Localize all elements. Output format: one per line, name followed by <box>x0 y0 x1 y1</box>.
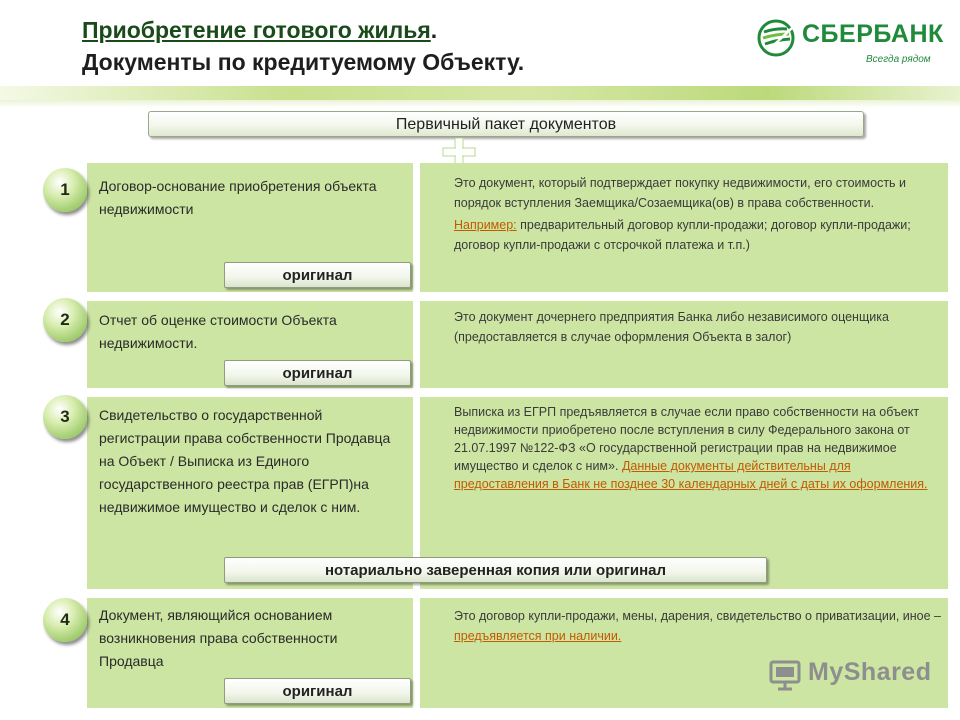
row-1-example-label: Например: <box>454 218 517 232</box>
row-1-requirement-label: оригинал <box>224 262 411 288</box>
row-4-description-note: предъявляется при наличии. <box>454 629 622 643</box>
presentation-icon <box>768 658 802 692</box>
row-1-description <box>428 173 942 255</box>
row-3-description-validity: Данные документы действительны для предоставления в Банк не позднее 30 календарных дней с даты их оформления. <box>454 459 928 491</box>
row-1-description-panel <box>420 163 948 292</box>
row-4-description-main: Это договор купли-продажи, мены, дарения, свидетельство о приватизации, иное – <box>454 609 941 623</box>
document-packet-header: Первичный пакет документов <box>148 111 864 137</box>
row-4-requirement-label: оригинал <box>224 678 411 704</box>
page-title <box>82 14 524 78</box>
row-2-document-name: Отчет об оценке стоимости Объекта недвижимости. <box>99 312 337 351</box>
row-3-requirement-label: нотариально заверенная копия или оригинал <box>224 557 767 583</box>
title-line-2: Документы по кредитуемому Объекту. <box>82 49 525 75</box>
row-2-description <box>428 307 942 347</box>
row-4-description-text <box>428 606 942 646</box>
sberbank-logo <box>756 18 948 70</box>
watermark-text: MyShared <box>808 658 932 686</box>
row-2-requirement-label: оригинал <box>224 360 411 386</box>
row-3-number-badge: 3 <box>43 395 87 439</box>
row-3-document-name: Свидетельство о государственной регистрации права собственности Продавца на Объект / Выписка из Единого государственного реестра прав (ЕГРП)на недвижимое имущество и сделок с ним. <box>99 407 391 515</box>
myshared-watermark <box>768 656 932 696</box>
row-1-example <box>428 215 942 255</box>
sberbank-logo-icon <box>756 18 796 58</box>
title-link: Приобретение готового жилья <box>82 17 431 43</box>
plus-connector-icon <box>441 138 477 166</box>
logo-name: СБЕРБАНК <box>802 20 944 48</box>
row-2-number-badge: 2 <box>43 298 87 342</box>
title-line-1 <box>82 14 524 46</box>
row-4-document-name: Документ, являющийся основанием возникновения права собственности Продавца <box>99 607 338 669</box>
row-4-number-badge: 4 <box>43 598 87 642</box>
decorative-band-fade <box>0 100 960 108</box>
row-1-description-text: Это документ, который подтверждает покупку недвижимости, его стоимость и порядок вступления Заемщика/Созаемщика(ов) в права собственности. <box>454 176 907 210</box>
title-period: . <box>430 17 438 43</box>
row-2-description-panel <box>420 301 948 388</box>
row-3-description-text <box>428 403 933 493</box>
row-3-description <box>428 403 933 493</box>
row-3-description-main: Выписка из ЕГРП предъявляется в случае если право собственности на объект недвижимости приобретено после вступления в силу Федерального закона от 21.07.1997 №122-ФЗ «О государственной регистрации прав на недвижимое имущество и сделок с ним». <box>454 405 920 473</box>
row-1-number-badge: 1 <box>43 168 87 212</box>
row-2-description-text: Это документ дочернего предприятия Банка либо независимого оценщика (предоставляется в случае оформления Объекта в залог) <box>454 310 889 344</box>
logo-slogan: Всегда рядом <box>866 54 931 65</box>
row-1-document-name: Договор-основание приобретения объекта недвижимости <box>99 178 377 217</box>
row-4-description <box>428 606 942 646</box>
row-1-example-text: предварительный договор купли-продажи; договор купли-продажи; договор купли-продажи с отсрочкой платежа и т.п.) <box>454 218 911 252</box>
